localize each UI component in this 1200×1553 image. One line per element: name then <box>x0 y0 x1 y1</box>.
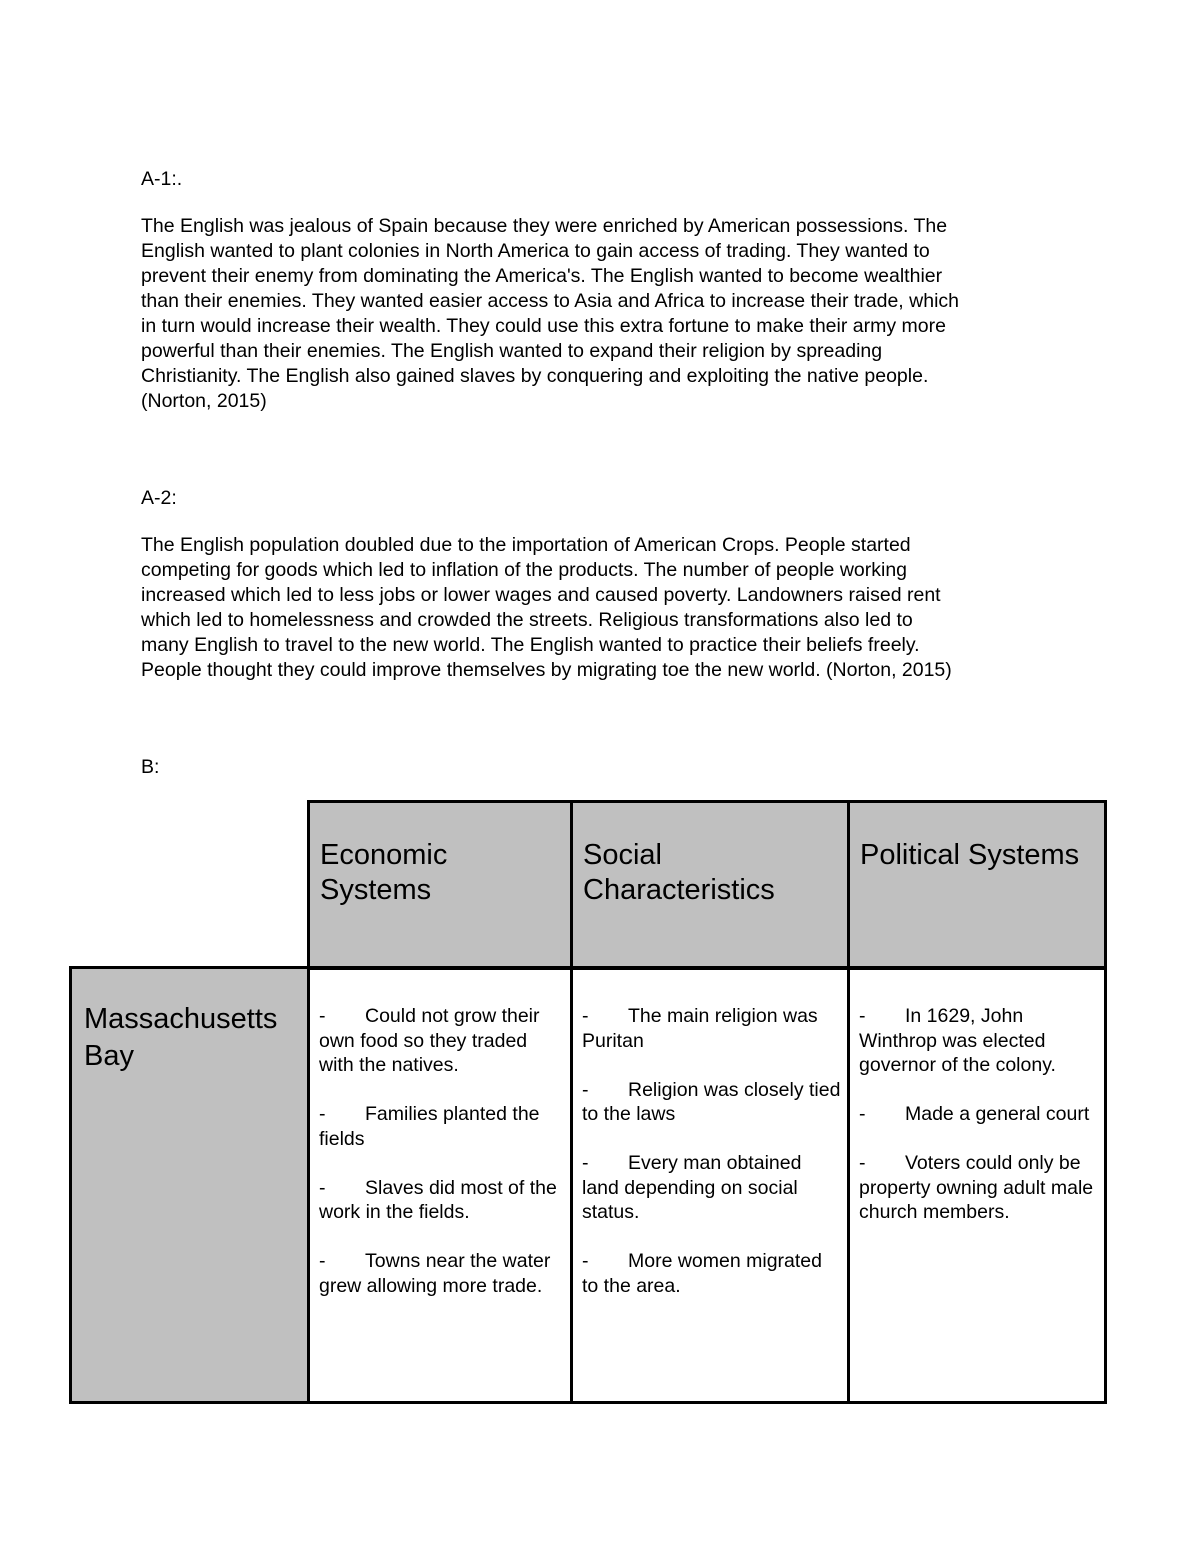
row-label-massachusetts-bay: Massachusetts Bay <box>84 1003 278 1072</box>
paragraph-line: than their enemies. They wanted easier access to Asia and Africa to increase their trade, which <box>141 290 960 312</box>
colony-comparison-table <box>69 800 1107 1404</box>
list-item-text: More women migrated to the area. <box>582 1250 822 1297</box>
political-list <box>859 1004 1098 1249</box>
header-social: Social Characteristics <box>583 839 775 906</box>
paragraph-line: which led to homelessness and crowded the streets. Religious transformations also led to <box>141 609 913 631</box>
list-item <box>319 1176 564 1225</box>
bullet-dash: - <box>319 1176 326 1199</box>
bullet-dash: - <box>582 1078 589 1101</box>
list-item <box>319 1004 564 1078</box>
list-item-text: The main religion was Puritan <box>582 1005 818 1052</box>
bullet-dash: - <box>582 1152 589 1174</box>
list-item-text: Made a general court <box>905 1103 1090 1125</box>
paragraph-line: Christianity. The English also gained slaves by conquering and exploiting the native people. <box>141 365 929 387</box>
header-political: Political Systems <box>860 839 1080 871</box>
paragraph-line: increased which led to less jobs or lower wages and caused poverty. Landowners raised rent <box>141 584 941 606</box>
political-cell <box>847 966 1107 1404</box>
bullet-dash: - <box>582 1005 589 1027</box>
list-item-text: Slaves did most of the work in the fields. <box>319 1176 557 1223</box>
social-cell <box>570 966 850 1404</box>
section-a1-paragraph <box>141 214 1071 414</box>
paragraph-line: many English to travel to the new world. The English wanted to practice their beliefs freely. <box>141 634 920 656</box>
section-a1-label: A-1:. <box>141 168 183 190</box>
paragraph-line: in turn would increase their wealth. They could use this extra fortune to make their army more <box>141 315 946 337</box>
list-item <box>582 1151 841 1225</box>
bullet-dash: - <box>859 1152 866 1174</box>
paragraph-line: competing for goods which led to inflation of the products. The number of people working <box>141 559 908 581</box>
header-cell-social <box>570 800 850 970</box>
paragraph-line: powerful than their enemies. The English wanted to expand their religion by spreading <box>141 340 883 362</box>
paragraph-line: English wanted to plant colonies in North America to gain access of trading. They wanted to <box>141 240 930 262</box>
bullet-dash: - <box>859 1103 866 1125</box>
bullet-dash: - <box>319 1250 326 1272</box>
section-a2-label: A-2: <box>141 487 177 509</box>
list-item <box>859 1102 1098 1127</box>
list-item-text: Families planted the fields <box>319 1103 540 1150</box>
economic-list <box>319 1004 564 1323</box>
list-item <box>319 1249 564 1298</box>
section-b-label: B: <box>141 756 160 778</box>
paragraph-line: prevent their enemy from dominating the America's. The English wanted to become wealthier <box>141 265 943 287</box>
paragraph-line: The English was jealous of Spain because they were enriched by American possessions. The <box>141 215 948 237</box>
header-cell-political <box>847 800 1107 970</box>
bullet-dash: - <box>582 1250 589 1272</box>
list-item-text: Could not grow their own food so they traded with the natives. <box>319 1005 540 1076</box>
paragraph-line: (Norton, 2015) <box>141 390 267 412</box>
row-header-cell <box>69 966 310 1404</box>
list-item <box>859 1004 1098 1078</box>
list-item-text: Voters could only be property owning adult male church members. <box>859 1152 1094 1223</box>
list-item <box>582 1078 841 1127</box>
paragraph-line: People thought they could improve themselves by migrating toe the new world. (Norton, 2015) <box>141 659 952 681</box>
economic-cell <box>307 966 573 1404</box>
header-economic: Economic Systems <box>320 839 448 906</box>
section-a2-paragraph <box>141 533 1071 683</box>
list-item <box>582 1004 841 1053</box>
paragraph-line: The English population doubled due to the importation of American Crops. People started <box>141 534 911 556</box>
bullet-dash: - <box>319 1005 326 1027</box>
list-item-text: In 1629, John Winthrop was elected governor of the colony. <box>859 1005 1056 1076</box>
list-item-text: Every man obtained land depending on social status. <box>582 1152 802 1223</box>
list-item <box>319 1102 564 1151</box>
social-list <box>582 1004 841 1323</box>
bullet-dash: - <box>319 1103 326 1125</box>
list-item-text: Religion was closely tied to the laws <box>582 1078 841 1125</box>
list-item <box>582 1249 841 1298</box>
list-item <box>859 1151 1098 1225</box>
bullet-dash: - <box>859 1005 866 1027</box>
header-cell-economic <box>307 800 573 970</box>
list-item-text: Towns near the water grew allowing more trade. <box>319 1250 551 1297</box>
